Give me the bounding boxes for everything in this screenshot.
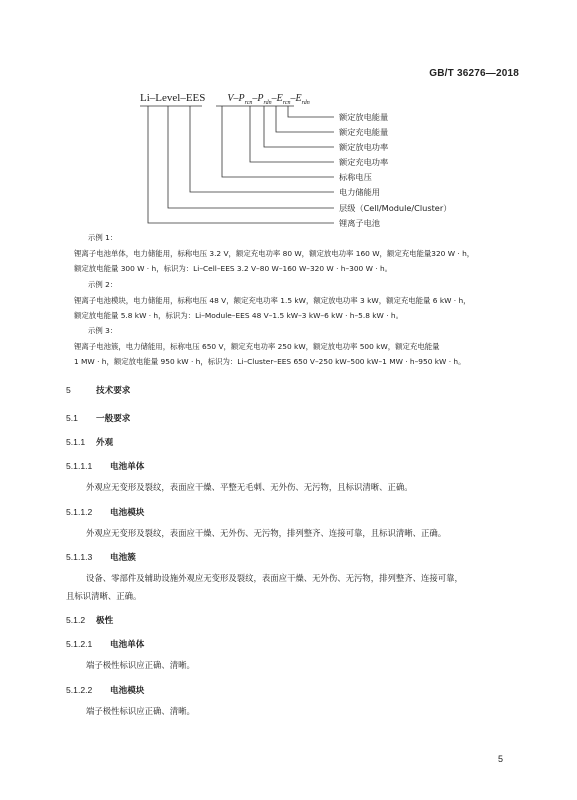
section-5-1-2-1-text: 端子极性标识应正确、清晰。 (86, 660, 195, 670)
section-5-1-1-3-text-line-2: 且标识清晰、正确。 (66, 591, 142, 601)
diagram-label-level: 层级（Cell/Module/Cluster） (339, 203, 452, 213)
designation-prefix: Li–Level–EES (140, 92, 206, 104)
diagram-label-rated-discharge-energy: 额定放电能量 (339, 112, 389, 122)
example-2-line-2: 额定放电能量 5.8 kW · h，标识为：Li–Module–EES 48 V–1.5 kW–3 kW–6 kW · h–5.8 kW · h。 (74, 311, 403, 320)
diagram-label-rated-charge-energy: 额定充电能量 (339, 127, 389, 137)
diagram-label-li-ion-battery: 锂离子电池 (339, 218, 380, 228)
designation-code (140, 92, 310, 106)
example-1-label: 示例 1： (88, 233, 118, 242)
standard-number: GB/T 36276—2018 (429, 68, 519, 79)
section-5-1-1-1-heading: 5.1.1.1 电池单体 (66, 461, 145, 472)
section-5-1-2-heading: 5.1.2 极性 (66, 615, 114, 626)
diagram-label-energy-storage: 电力储能用 (339, 187, 380, 197)
example-1-line-1: 锂离子电池单体，电力储能用，标称电压 3.2 V，额定充电功率 80 W，额定放电功率 160 W，额定充电能量320 W · h， (74, 249, 475, 258)
section-5-heading: 5 技术要求 (66, 385, 131, 396)
section-5-1-1-1-text: 外观应无变形及裂纹，表面应干燥、平整无毛刺、无外伤、无污物，且标识清晰、正确。 (86, 482, 413, 492)
section-5-1-1-3-heading: 5.1.1.3 电池簇 (66, 552, 136, 563)
example-3-label: 示例 3： (88, 326, 118, 335)
section-5-1-2-2-heading: 5.1.2.2 电池模块 (66, 685, 145, 696)
designation-bracket-lines (0, 0, 577, 240)
section-5-1-2-2-text: 端子极性标识应正确、清晰。 (86, 706, 195, 716)
page-number: 5 (497, 754, 503, 764)
diagram-label-nominal-voltage: 标称电压 (339, 172, 372, 182)
section-5-1-1-heading: 5.1.1 外观 (66, 437, 114, 448)
example-1-line-2: 额定放电能量 300 W · h，标识为：Li–Cell–EES 3.2 V–80 W–160 W–320 W · h–300 W · h。 (74, 264, 393, 273)
diagram-label-rated-charge-power: 额定充电功率 (339, 157, 389, 167)
diagram-label-rated-discharge-power: 额定放电功率 (339, 142, 389, 152)
designation-diagram (0, 0, 577, 240)
section-5-1-heading: 5.1 一般要求 (66, 413, 131, 424)
example-3-line-1: 锂离子电池簇，电力储能用，标称电压 650 V，额定充电功率 250 kW，额定放电功率 500 kW，额定充电能量 (74, 342, 440, 351)
example-3-line-2: 1 MW · h，额定放电能量 950 kW · h，标识为：Li–Cluster–EES 650 V–250 kW–500 kW–1 MW · h–950 kW · h。 (74, 357, 466, 366)
section-5-1-1-2-heading: 5.1.1.2 电池模块 (66, 507, 145, 518)
section-5-1-1-2-text: 外观应无变形及裂纹，表面应干燥、无外伤、无污物，排列整齐、连接可靠，且标识清晰、正确。 (86, 528, 447, 538)
section-5-1-2-1-heading: 5.1.2.1 电池单体 (66, 639, 145, 650)
example-2-label: 示例 2： (88, 280, 118, 289)
designation-formula: $V-P_{rcn}-P_{rdn}-E_{rcn}-E_{rdn}$ (227, 93, 310, 106)
example-2-line-1: 锂离子电池模块，电力储能用，标称电压 48 V，额定充电功率 1.5 kW，额定放电功率 3 kW，额定充电能量 6 kW · h， (74, 296, 471, 305)
section-5-1-1-3-text-line-1: 设备、零部件及辅助设施外观应无变形及裂纹，表面应干燥、无外伤、无污物，排列整齐、连接可靠， (86, 573, 463, 583)
